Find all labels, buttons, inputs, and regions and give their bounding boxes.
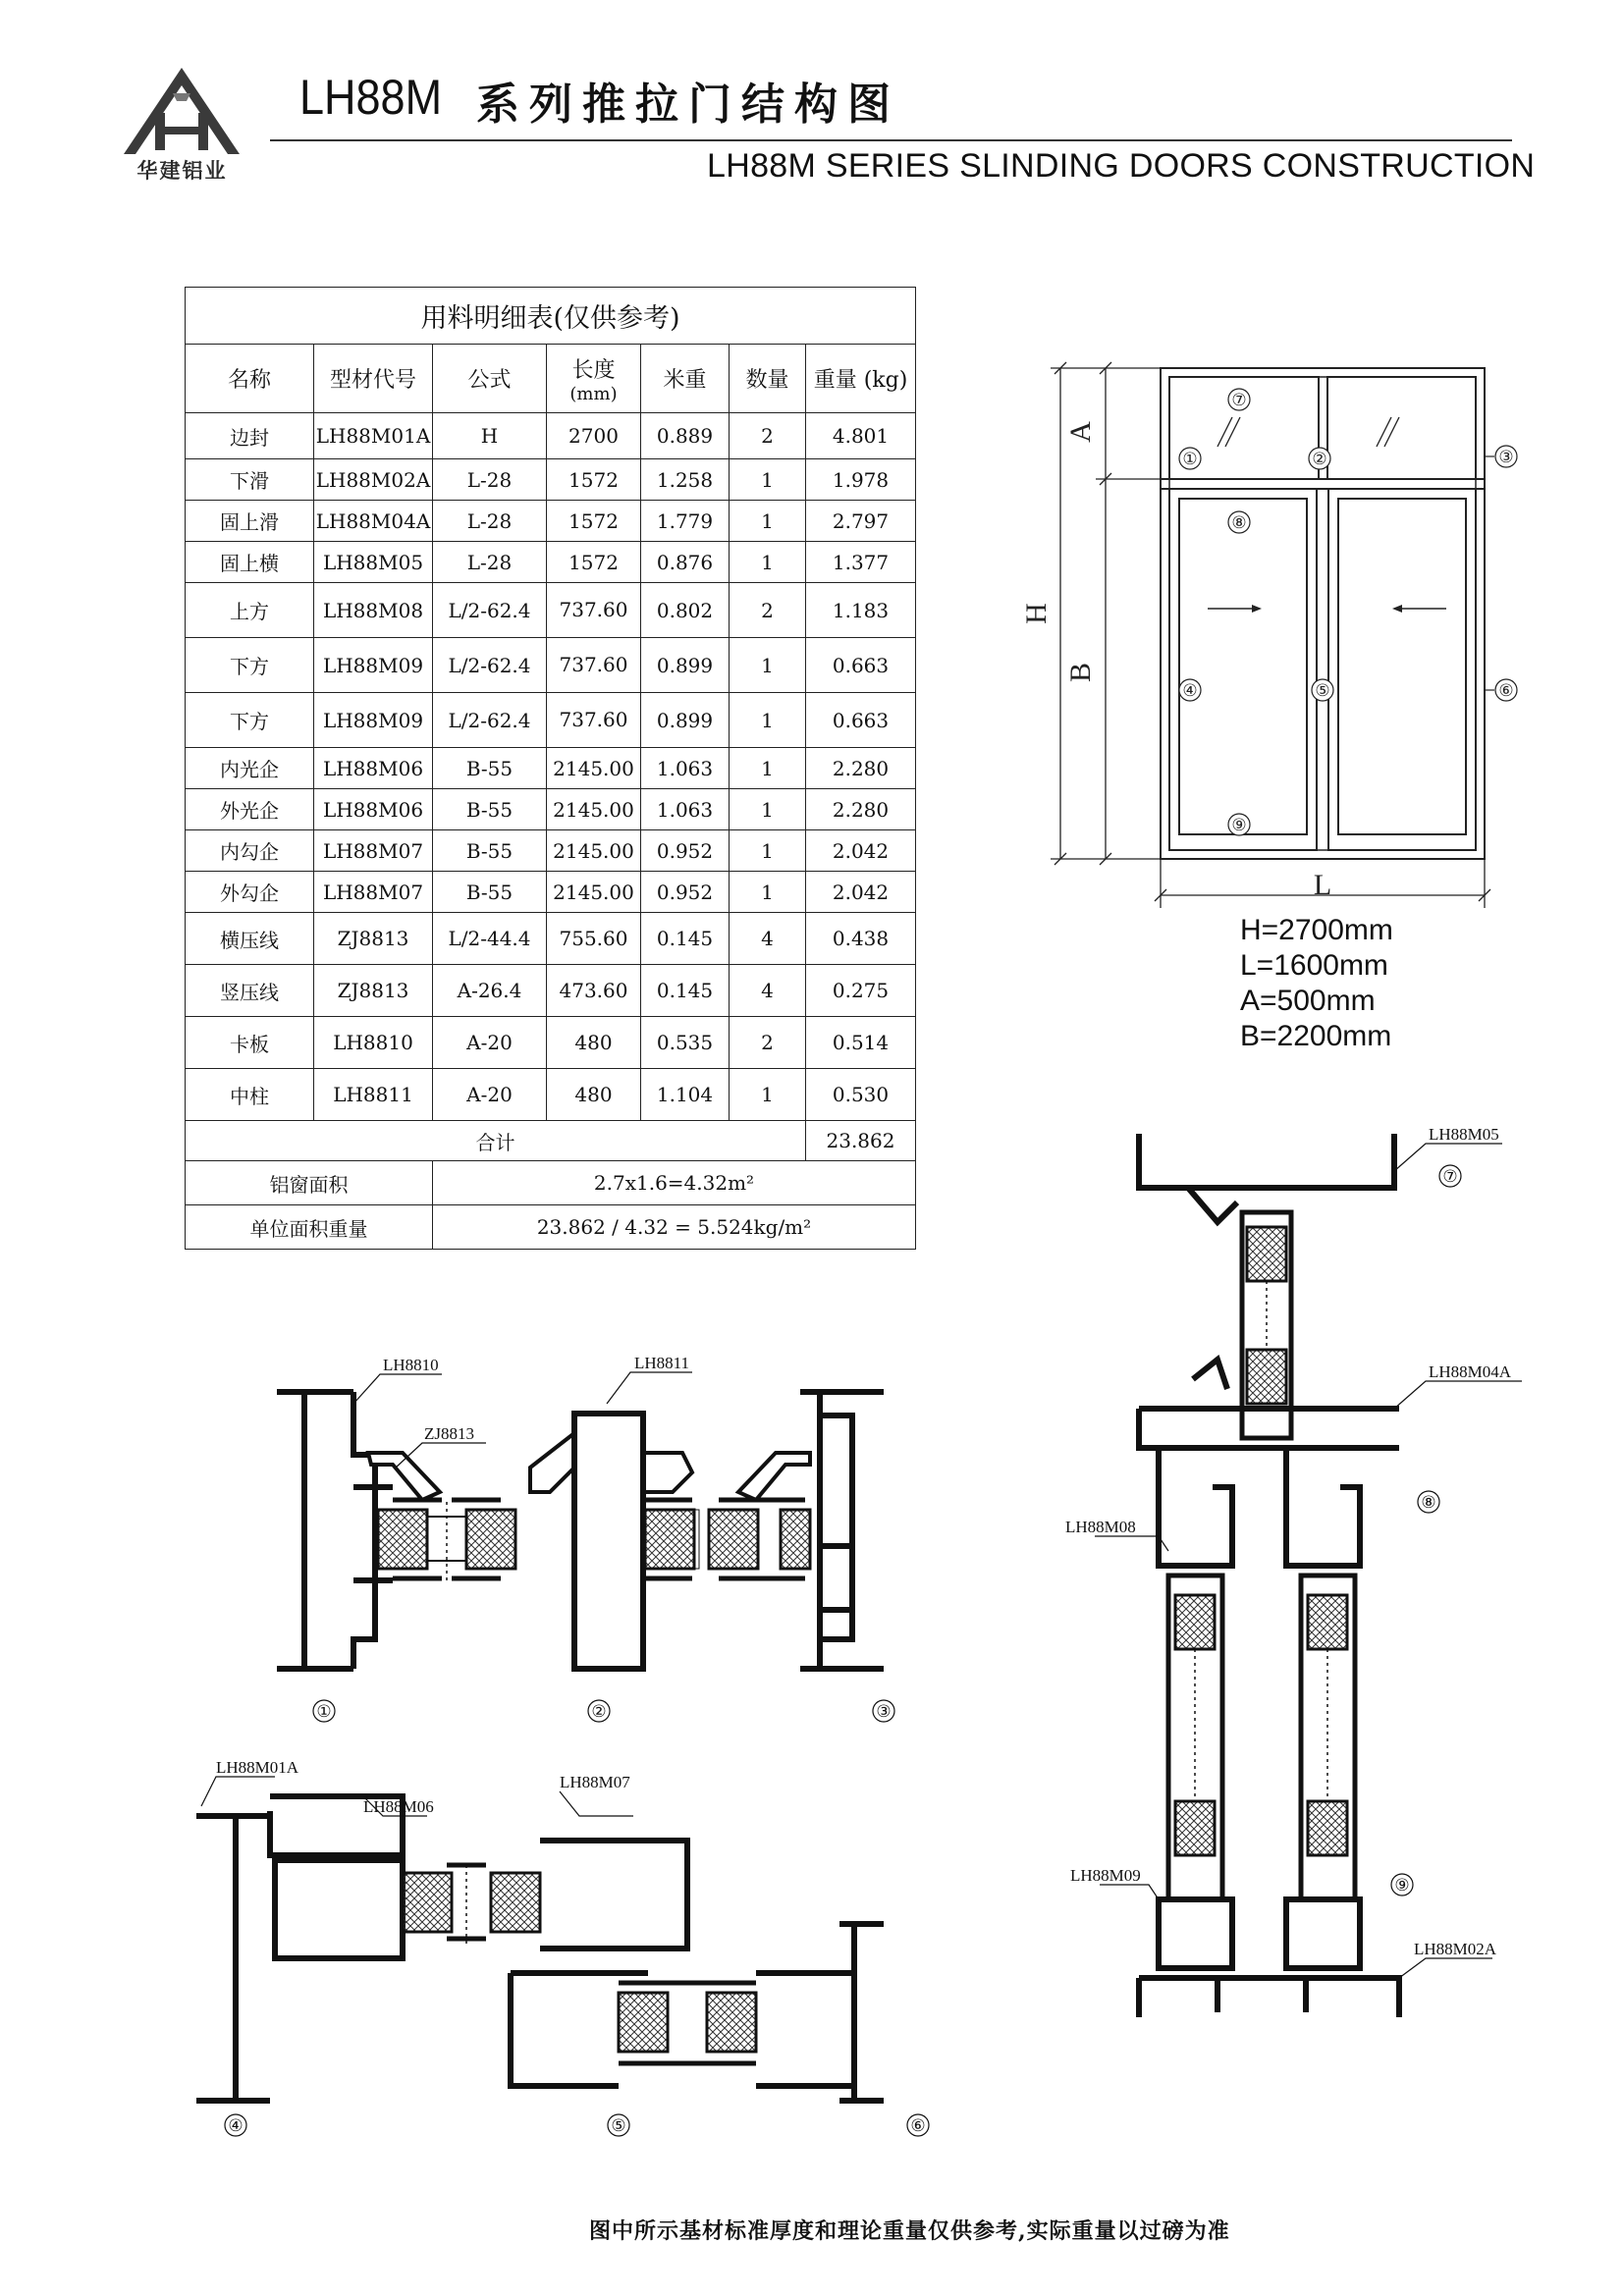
svg-text:⑥: ⑥ [910,2116,926,2135]
cell-code: LH88M02A [314,459,433,501]
callout-6 [1485,679,1517,701]
cell-length: 1572 [547,542,641,583]
table-row [186,748,916,789]
cell-unit-weight: 0.889 [641,413,730,459]
cell-name: 内勾企 [186,830,314,872]
callout-3 [1485,446,1517,467]
dim-l-value: L=1600mm [1240,949,1388,982]
svg-text:②: ② [591,1702,607,1721]
label-lh8811: LH8811 [634,1354,690,1372]
cell-length: 2145.00 [547,830,641,872]
cell-qty: 1 [730,501,806,542]
section-4-glass [275,1860,540,1958]
cell-formula: B-55 [433,830,547,872]
table-row [186,638,916,693]
table-row [186,501,916,542]
cell-unit-weight: 0.145 [641,913,730,965]
cell-length: 2145.00 [547,748,641,789]
cell-formula: L/2-62.4 [433,638,547,693]
section-callout-2 [588,1700,610,1722]
header-rule [270,139,1512,141]
cell-length: 2145.00 [547,789,641,830]
section-callout-5 [608,2114,629,2136]
dim-label-h: H [1020,603,1053,624]
section-callout-1 [313,1700,335,1722]
svg-text:③: ③ [1498,448,1514,466]
cell-unit-weight: 0.952 [641,872,730,913]
dim-a-value: A=500mm [1240,985,1376,1017]
table-row [186,789,916,830]
section-3-bead [738,1453,810,1500]
sliding-arrows [1208,605,1446,613]
section-2-glass [643,1500,699,1578]
cell-name: 固上横 [186,542,314,583]
logo-caption: 华建铝业 [136,159,228,183]
dimension-lines [1051,362,1490,908]
cell-name: 内光企 [186,748,314,789]
unit-weight-row [186,1205,916,1250]
cell-unit-weight: 0.899 [641,693,730,748]
cell-qty: 1 [730,748,806,789]
cell-formula: H [433,413,547,459]
cell-code: LH88M08 [314,583,433,638]
header-code: 型材代号 [314,345,433,413]
callout-9 [1228,814,1250,835]
cell-qty: 1 [730,789,806,830]
cell-formula: L/2-62.4 [433,583,547,638]
callout-2 [1309,448,1330,469]
label-lh88m02a: LH88M02A [1414,1940,1497,1958]
cell-unit-weight: 0.145 [641,965,730,1017]
callouts-4-5-6 [225,2114,929,2136]
dim-b-value: B=2200mm [1240,1020,1392,1052]
svg-text:⑨: ⑨ [1231,816,1247,834]
top-profile-lh88m05 [1139,1134,1394,1222]
cell-code: LH88M05 [314,542,433,583]
header-unit-weight: 米重 [641,345,730,413]
cell-code: LH88M09 [314,693,433,748]
cell-unit-weight: 1.063 [641,748,730,789]
cell-length: 1572 [547,459,641,501]
cell-unit-weight: 1.779 [641,501,730,542]
label-lh88m07: LH88M07 [560,1773,630,1791]
callout-7 [1228,389,1250,410]
area-label: 铝窗面积 [186,1161,433,1205]
cell-name: 下方 [186,638,314,693]
unit-weight-value: 23.862 / 4.32 = 5.524kg/m² [433,1205,916,1250]
cell-name: 中柱 [186,1069,314,1121]
glass-hatch [1217,417,1399,447]
dim-label-b: B [1064,662,1097,683]
cell-qty: 1 [730,459,806,501]
sash-lh88m08 [1159,1448,1360,1566]
table-row [186,1017,916,1069]
cell-unit-weight: 0.952 [641,830,730,872]
cell-name: 下方 [186,693,314,748]
cell-weight: 2.042 [806,830,916,872]
cell-name: 卡板 [186,1017,314,1069]
cell-unit-weight: 0.876 [641,542,730,583]
cell-name: 外勾企 [186,872,314,913]
header-length [547,345,641,413]
svg-text:⑤: ⑤ [1315,681,1330,700]
cell-formula: B-55 [433,748,547,789]
cell-name: 上方 [186,583,314,638]
cell-qty: 1 [730,872,806,913]
cell-weight: 1.978 [806,459,916,501]
table-row [186,459,916,501]
label-lh88m09: LH88M09 [1070,1866,1141,1885]
cell-name: 边封 [186,413,314,459]
cell-qty: 1 [730,693,806,748]
cell-qty: 1 [730,1069,806,1121]
cell-formula: L-28 [433,459,547,501]
cell-code: LH88M07 [314,830,433,872]
cell-code: LH88M04A [314,501,433,542]
cell-unit-weight: 0.899 [641,638,730,693]
callouts-1-2-3 [313,1700,894,1722]
cell-weight: 2.280 [806,789,916,830]
cell-unit-weight: 1.104 [641,1069,730,1121]
cell-code: LH8811 [314,1069,433,1121]
top-glass [1242,1212,1291,1438]
cell-name: 外光企 [186,789,314,830]
cell-formula: L-28 [433,542,547,583]
cell-formula: L/2-62.4 [433,693,547,748]
cell-weight: 0.438 [806,913,916,965]
total-label: 合计 [186,1121,806,1161]
table-caption: 用料明细表(仅供参考) [186,288,916,345]
cell-formula: A-20 [433,1017,547,1069]
svg-text:⑧: ⑧ [1231,513,1247,532]
cell-code: LH88M06 [314,789,433,830]
cell-weight: 0.514 [806,1017,916,1069]
svg-text:⑧: ⑧ [1421,1493,1436,1512]
cell-formula: A-26.4 [433,965,547,1017]
svg-text:⑦: ⑦ [1442,1167,1458,1186]
cell-qty: 2 [730,413,806,459]
header-formula: 公式 [433,345,547,413]
cell-code: LH88M01A [314,413,433,459]
section-6-profile [756,1924,884,2101]
section-4-profile [196,1796,403,2101]
cell-weight: 4.801 [806,413,916,459]
cell-formula: B-55 [433,789,547,830]
material-table [185,287,916,1250]
area-row [186,1161,916,1205]
area-value: 2.7x1.6=4.32m² [433,1161,916,1205]
cell-unit-weight: 1.063 [641,789,730,830]
label-lh88m05: LH88M05 [1429,1125,1499,1144]
cell-weight: 0.663 [806,693,916,748]
dim-label-l: L [1313,869,1332,901]
cell-qty: 2 [730,583,806,638]
label-lh8810: LH8810 [383,1356,439,1374]
cell-qty: 1 [730,542,806,583]
label-zj8813: ZJ8813 [424,1424,474,1443]
cell-weight: 0.663 [806,638,916,693]
section-3-glass [709,1500,810,1578]
cell-length: 737.60 [547,693,641,748]
sections-1-2-3 [255,1345,962,1737]
cell-weight: 2.042 [806,872,916,913]
section-1-glass [378,1500,515,1580]
dimension-values [1240,913,1393,1054]
header-name: 名称 [186,345,314,413]
cell-name: 横压线 [186,913,314,965]
header-length-unit: (mm) [569,383,618,404]
cell-weight: 1.377 [806,542,916,583]
door-elevation [1020,348,1522,918]
cell-length: 737.60 [547,638,641,693]
cell-length: 755.60 [547,913,641,965]
title-chinese: 系列推拉门结构图 [476,80,900,130]
cell-name: 固上滑 [186,501,314,542]
vertical-section [1060,1114,1620,2017]
svg-text:⑨: ⑨ [1394,1876,1410,1895]
label-lh88m06: LH88M06 [363,1797,434,1816]
cell-weight: 2.280 [806,748,916,789]
cell-unit-weight: 0.535 [641,1017,730,1069]
table-row [186,830,916,872]
cell-code: LH88M07 [314,872,433,913]
cell-length: 737.60 [547,583,641,638]
svg-text:⑦: ⑦ [1231,391,1247,409]
table-header-row [186,345,916,413]
cell-code: LH8810 [314,1017,433,1069]
cell-length: 2145.00 [547,872,641,913]
footer-note: 图中所示基材标准厚度和理论重量仅供参考,实际重量以过磅为准 [589,2218,1230,2244]
svg-text:②: ② [1312,450,1327,468]
cell-length: 473.60 [547,965,641,1017]
dim-h-value: H=2700mm [1240,914,1393,946]
header-qty: 数量 [730,345,806,413]
cell-formula: L-28 [433,501,547,542]
section-callout-4 [225,2114,246,2136]
sash-lh88m09 [1159,1899,1360,1968]
table-row [186,583,916,638]
cell-unit-weight: 0.802 [641,583,730,638]
svg-text:①: ① [316,1702,332,1721]
callout-4 [1179,679,1201,701]
cell-qty: 2 [730,1017,806,1069]
cell-weight: 0.275 [806,965,916,1017]
callout-8 [1228,511,1250,533]
label-lh88m01a: LH88M01A [216,1758,299,1777]
cell-code: LH88M06 [314,748,433,789]
cell-unit-weight: 1.258 [641,459,730,501]
header-length-text: 长度 [571,357,616,383]
bottom-profile-lh88m02a [1139,1978,1399,2017]
cell-qty: 1 [730,638,806,693]
table-row [186,913,916,965]
title-series-code: LH88M [299,70,443,125]
callout-1 [1179,448,1201,469]
dim-label-a: A [1064,421,1097,443]
cell-weight: 2.797 [806,501,916,542]
svg-text:⑤: ⑤ [611,2116,626,2135]
svg-text:③: ③ [876,1702,892,1721]
svg-text:⑥: ⑥ [1498,681,1514,700]
section-callout-3 [873,1700,894,1722]
svg-text:④: ④ [1182,681,1198,700]
cell-code: LH88M09 [314,638,433,693]
cell-formula: B-55 [433,872,547,913]
total-row [186,1121,916,1161]
cell-weight: 1.183 [806,583,916,638]
section-5-glass [619,1983,756,2063]
section-callout-6 [907,2114,929,2136]
table-row [186,693,916,748]
cell-qty: 4 [730,965,806,1017]
cell-qty: 1 [730,830,806,872]
elevation-frame [1161,368,1485,859]
unit-weight-label: 单位面积重量 [186,1205,433,1250]
table-row [186,965,916,1017]
header-weight: 重量 (kg) [806,345,916,413]
table-row [186,542,916,583]
cell-name: 竖压线 [186,965,314,1017]
label-lh88m04a: LH88M04A [1429,1362,1512,1381]
section-callout-9 [1391,1874,1413,1896]
label-lh88m08: LH88M08 [1065,1518,1136,1536]
total-value: 23.862 [806,1121,916,1161]
cell-qty: 4 [730,913,806,965]
cell-name: 下滑 [186,459,314,501]
vertical-callouts [1391,1165,1461,1896]
section-callout-8 [1418,1491,1439,1513]
table-row [186,872,916,913]
cell-weight: 0.530 [806,1069,916,1121]
svg-text:④: ④ [228,2116,243,2135]
section-callout-7 [1439,1165,1461,1187]
cell-length: 2700 [547,413,641,459]
section-3-profile [800,1392,884,1669]
cell-code: ZJ8813 [314,965,433,1017]
subtitle: LH88M SERIES SLINDING DOORS CONSTRUCTION [707,147,1536,185]
svg-text:①: ① [1182,450,1198,468]
cell-code: ZJ8813 [314,913,433,965]
cell-formula: L/2-44.4 [433,913,547,965]
sections-4-5-6 [187,1757,1031,2150]
callout-5 [1312,679,1333,701]
table-row [186,413,916,459]
cell-formula: A-20 [433,1069,547,1121]
cell-length: 1572 [547,501,641,542]
table-row [186,1069,916,1121]
section-1-profile [277,1392,393,1669]
sash-glass [1168,1575,1355,1899]
cell-length: 480 [547,1069,641,1121]
cell-length: 480 [547,1017,641,1069]
